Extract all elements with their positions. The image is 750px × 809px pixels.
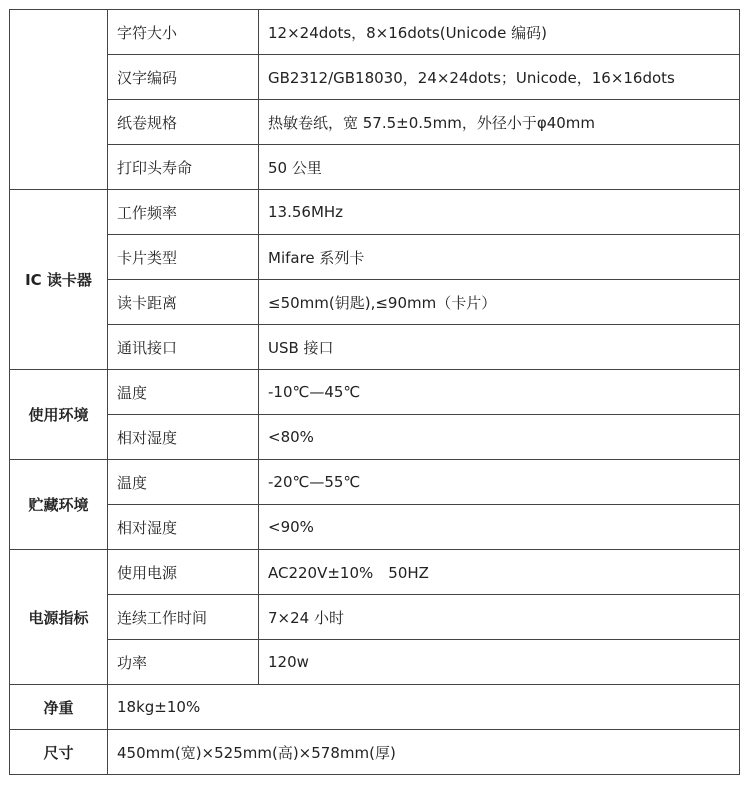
table-row xyxy=(10,505,740,550)
table-row xyxy=(10,280,740,325)
spec-name: 相对湿度 xyxy=(108,505,259,550)
table-row xyxy=(10,55,740,100)
spec-value: <90% xyxy=(259,505,740,550)
spec-name: 读卡距离 xyxy=(108,280,259,325)
spec-value: 12×24dots，8×16dots(Unicode 编码) xyxy=(259,10,740,55)
spec-value: USB 接口 xyxy=(259,325,740,370)
table-row xyxy=(10,190,740,235)
spec-value: <80% xyxy=(259,415,740,460)
category-cell: IC 读卡器 xyxy=(10,190,108,370)
spec-name: 使用电源 xyxy=(108,550,259,595)
table-row xyxy=(10,370,740,415)
spec-table xyxy=(9,9,740,775)
category-cell: 贮藏环境 xyxy=(10,460,108,550)
table-row xyxy=(10,100,740,145)
spec-value: -10℃—45℃ xyxy=(259,370,740,415)
spec-value: 50 公里 xyxy=(259,145,740,190)
table-row xyxy=(10,145,740,190)
table-row xyxy=(10,730,740,775)
spec-value: -20℃—55℃ xyxy=(259,460,740,505)
table-row xyxy=(10,10,740,55)
spec-name: 字符大小 xyxy=(108,10,259,55)
spec-value: GB2312/GB18030，24×24dots；Unicode，16×16dots xyxy=(259,55,740,100)
spec-name: 相对湿度 xyxy=(108,415,259,460)
category-cell: 净重 xyxy=(10,685,108,730)
table-row xyxy=(10,460,740,505)
table-row xyxy=(10,640,740,685)
spec-name: 功率 xyxy=(108,640,259,685)
table-row xyxy=(10,325,740,370)
spec-name: 汉字编码 xyxy=(108,55,259,100)
category-cell xyxy=(10,10,108,190)
table-row xyxy=(10,685,740,730)
category-cell: 尺寸 xyxy=(10,730,108,775)
category-cell: 电源指标 xyxy=(10,550,108,685)
spec-name: 工作频率 xyxy=(108,190,259,235)
spec-name: 打印头寿命 xyxy=(108,145,259,190)
spec-value: 18kg±10% xyxy=(108,685,740,730)
table-row xyxy=(10,595,740,640)
spec-value: AC220V±10% 50HZ xyxy=(259,550,740,595)
spec-name: 连续工作时间 xyxy=(108,595,259,640)
spec-value: 450mm(宽)×525mm(高)×578mm(厚) xyxy=(108,730,740,775)
table-row xyxy=(10,550,740,595)
spec-value: 热敏卷纸，宽 57.5±0.5mm，外径小于φ40mm xyxy=(259,100,740,145)
spec-name: 通讯接口 xyxy=(108,325,259,370)
spec-value: 13.56MHz xyxy=(259,190,740,235)
spec-name: 温度 xyxy=(108,460,259,505)
spec-value: ≤50mm(钥匙),≤90mm（卡片） xyxy=(259,280,740,325)
spec-name: 卡片类型 xyxy=(108,235,259,280)
spec-name: 纸卷规格 xyxy=(108,100,259,145)
spec-value: 7×24 小时 xyxy=(259,595,740,640)
spec-value: Mifare 系列卡 xyxy=(259,235,740,280)
category-cell: 使用环境 xyxy=(10,370,108,460)
table-row xyxy=(10,235,740,280)
table-row xyxy=(10,415,740,460)
spec-name: 温度 xyxy=(108,370,259,415)
spec-value: 120w xyxy=(259,640,740,685)
